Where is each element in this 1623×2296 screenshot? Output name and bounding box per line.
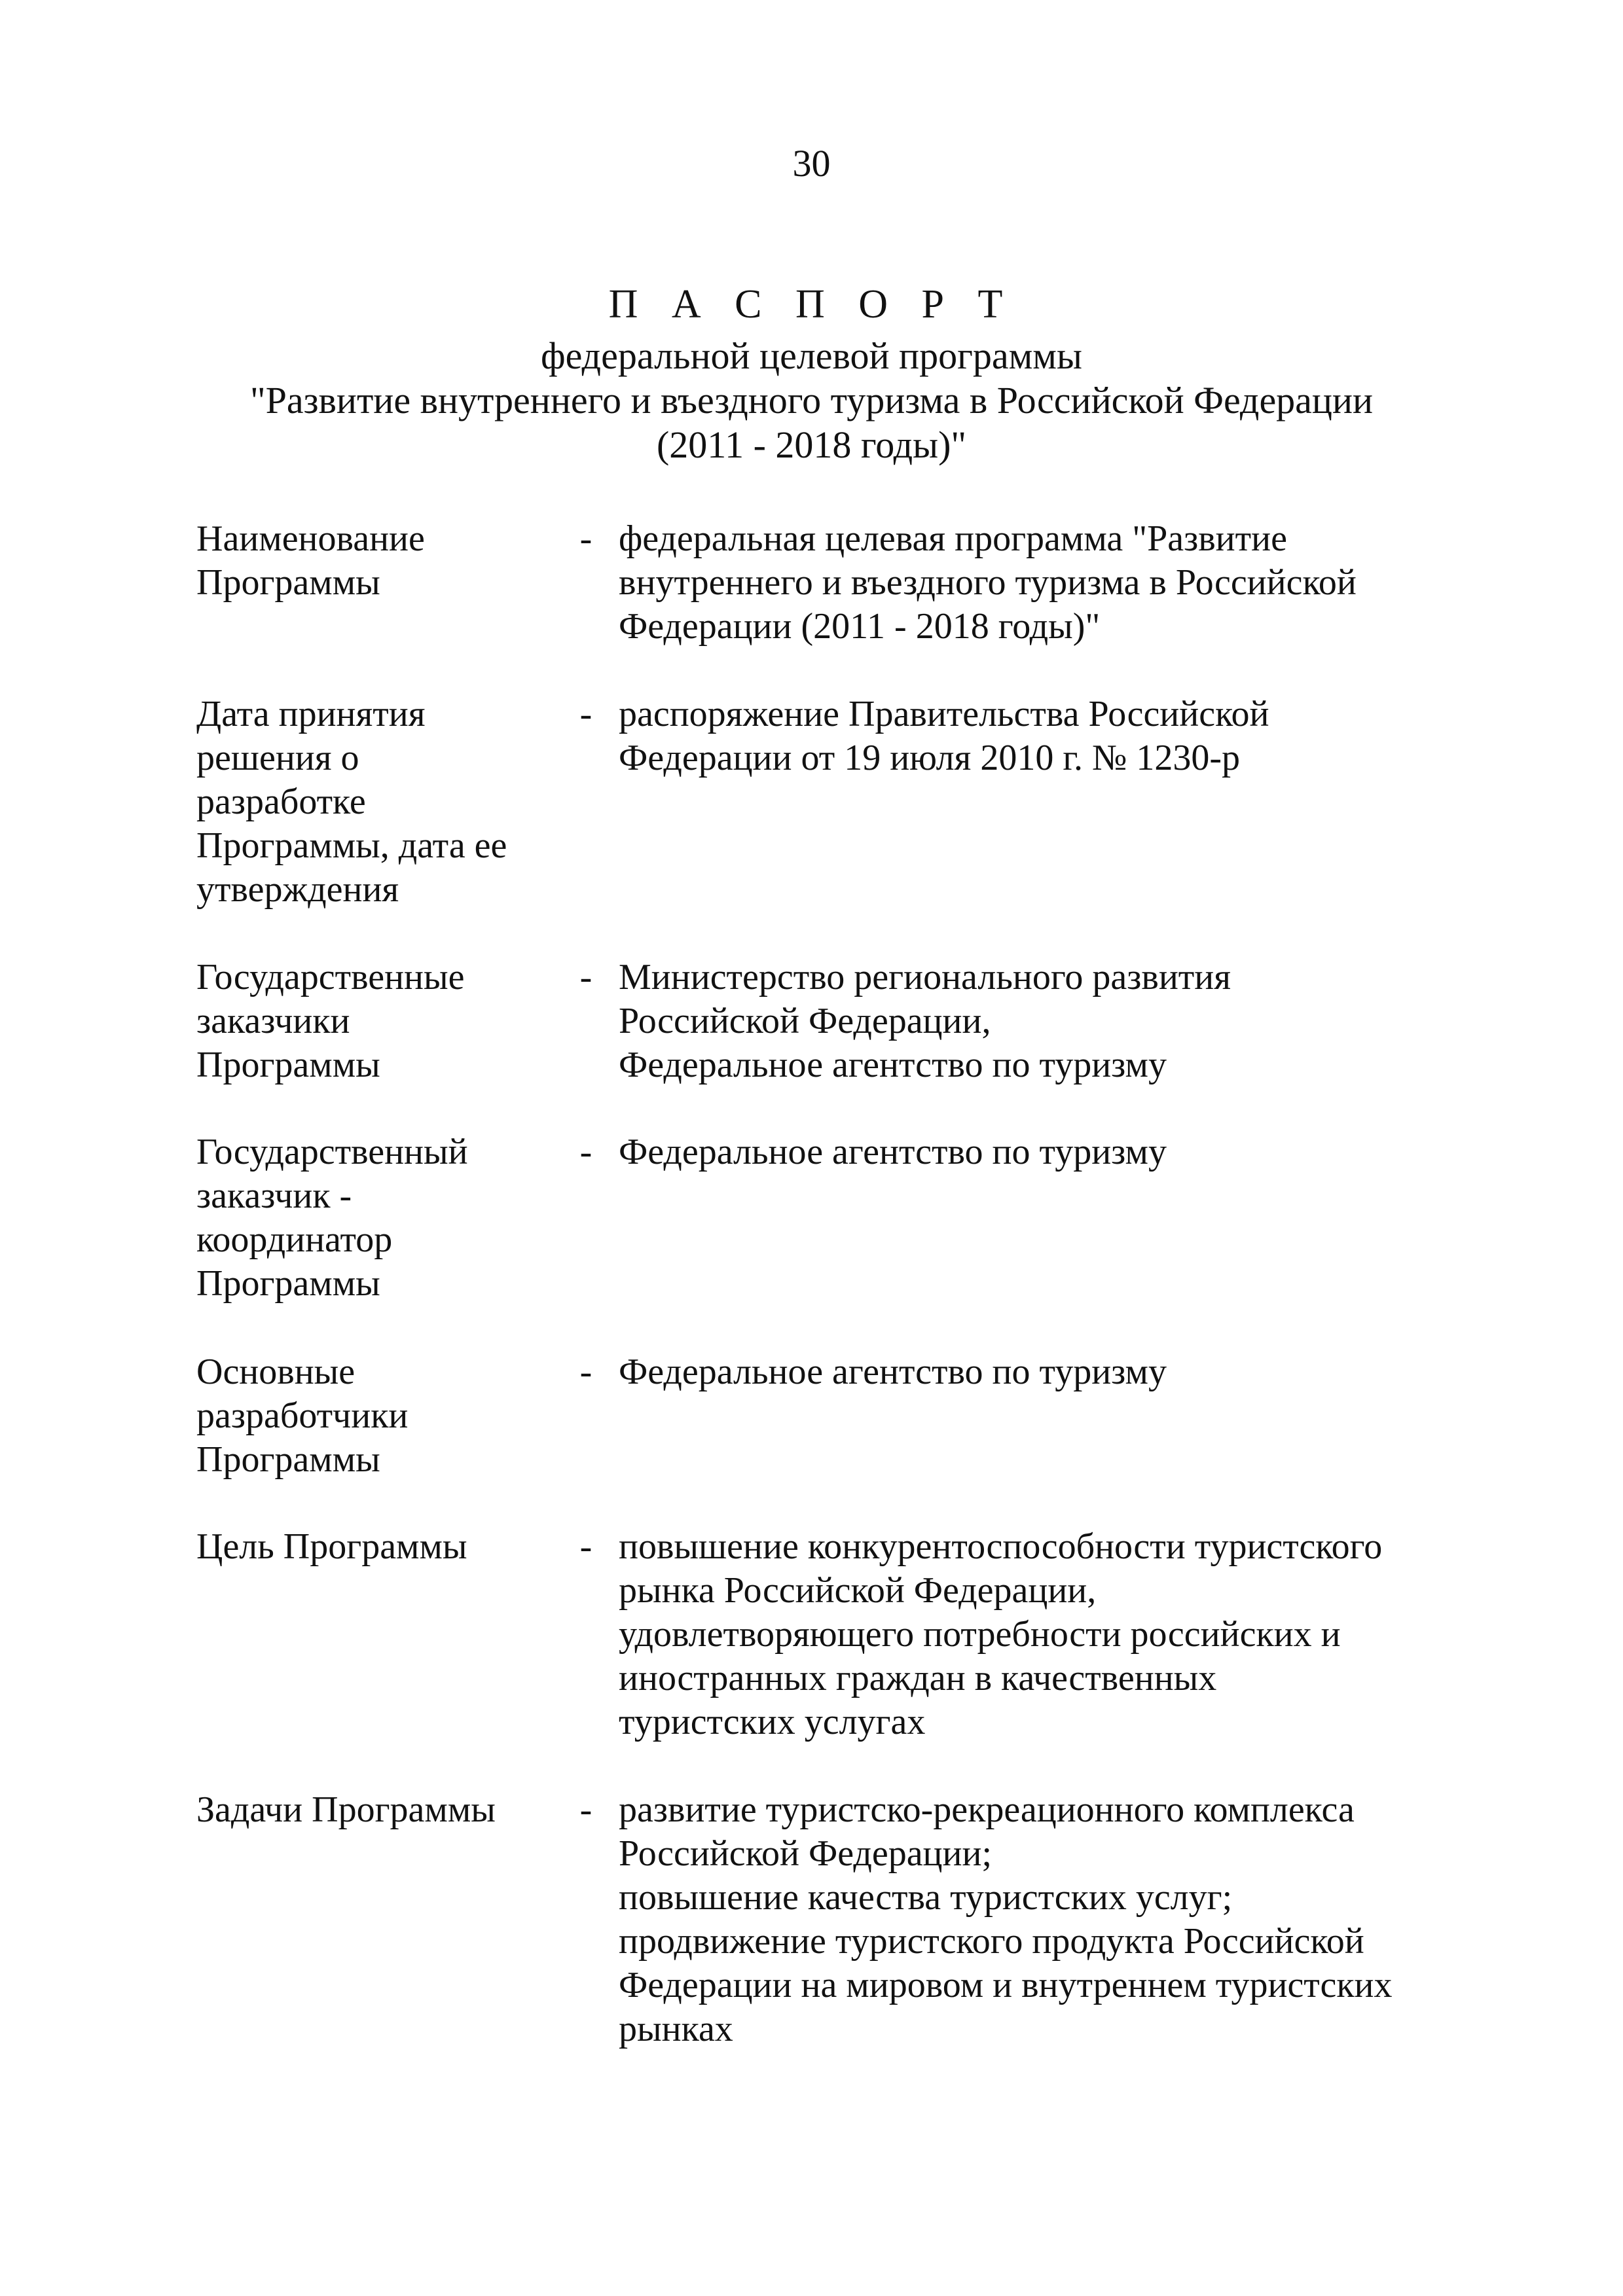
subtitle-line: (2011 - 2018 годы)" xyxy=(656,423,967,466)
row-label: Задачи Программы xyxy=(196,1789,496,1830)
row-label: Государственный заказчик - координатор Программы xyxy=(196,1132,468,1304)
row-value: федеральная целевая программа "Развитие внутреннего и въездного туризма в Российской Федерации (2011 - 2018 годы)" xyxy=(619,518,1357,647)
row-label: Основные разработчики Программы xyxy=(196,1352,409,1480)
row-value: Федеральное агентство по туризму xyxy=(619,1132,1167,1172)
row-dash: - xyxy=(579,1132,593,1172)
row-dash: - xyxy=(579,957,593,997)
row-value: повышение конкурентоспособности туристского рынка Российской Федерации, удовлетворяющего потребности российских и иностранных граждан в качественных туристских услугах xyxy=(619,1526,1383,1742)
subtitle-line: федеральной целевой программы xyxy=(541,334,1082,377)
row-dash: - xyxy=(579,1526,593,1567)
document-title: П А С П О Р Т xyxy=(608,282,1015,327)
row-value: развитие туристско-рекреационного комплекса Российской Федерации; повышение качества туристских услуг; продвижение туристского продукта Российской Федерации на мировом и внутреннем туристских рынках xyxy=(619,1789,1393,2049)
row-label: Цель Программы xyxy=(196,1526,467,1567)
row-value: Министерство регионального развития Российской Федерации, Федеральное агентство по туризму xyxy=(619,957,1231,1085)
row-label: Наименование Программы xyxy=(196,518,425,603)
row-label: Государственные заказчики Программы xyxy=(196,957,465,1085)
row-dash: - xyxy=(579,694,593,734)
row-label: Дата принятия решения о разработке Программы, дата ее утверждения xyxy=(196,694,507,910)
page-number: 30 xyxy=(792,142,831,185)
row-dash: - xyxy=(579,1352,593,1392)
document-subtitle xyxy=(0,334,1623,467)
row-dash: - xyxy=(579,1789,593,1830)
row-value: Федеральное агентство по туризму xyxy=(619,1352,1167,1392)
row-value: распоряжение Правительства Российской Федерации от 19 июля 2010 г. № 1230-р xyxy=(619,694,1269,778)
subtitle-line: "Развитие внутреннего и въездного туризма в Российской Федерации xyxy=(249,379,1374,422)
row-dash: - xyxy=(579,518,593,559)
